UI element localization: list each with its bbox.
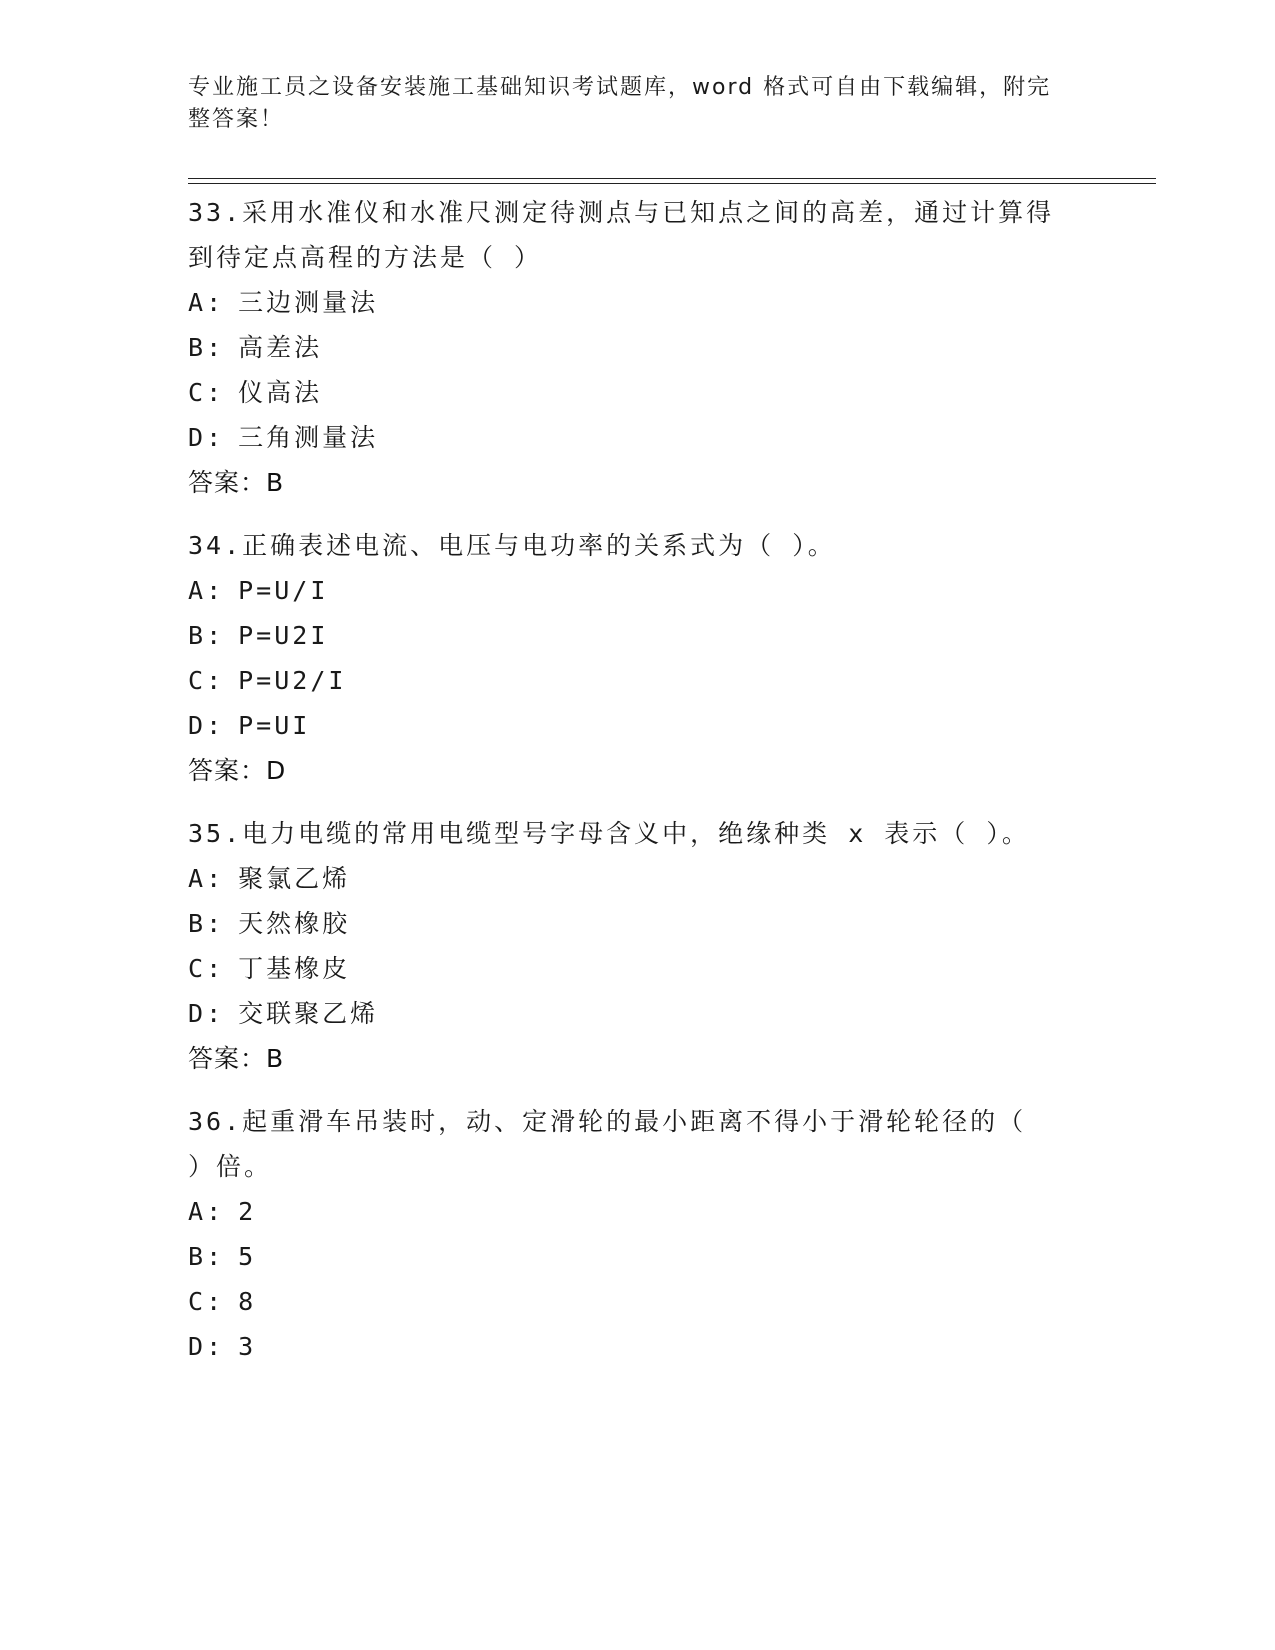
question-block <box>188 811 1088 1081</box>
option-text: 8 <box>238 1287 257 1316</box>
answer-option <box>188 991 1088 1036</box>
option-key: A <box>188 1197 207 1226</box>
option-key: D <box>188 423 207 452</box>
option-text: 5 <box>238 1242 257 1271</box>
question-list <box>188 190 1088 1387</box>
option-separator: : <box>206 423 225 452</box>
question-stem-line: 36.起重滑车吊装时，动、定滑轮的最小距离不得小于滑轮轮径的（ <box>188 1107 1027 1136</box>
option-key: A <box>188 288 207 317</box>
question-stem-line: 到待定点高程的方法是（ ） <box>188 243 543 272</box>
option-text: 丁基橡皮 <box>238 954 351 983</box>
header-divider-top <box>188 178 1156 179</box>
header-line-2: 整答案！ <box>188 107 285 132</box>
option-text: 三边测量法 <box>238 288 379 317</box>
option-key: C <box>188 378 207 407</box>
option-separator: : <box>206 621 225 650</box>
answer-option <box>188 280 1088 325</box>
option-key: D <box>188 711 207 740</box>
option-separator: : <box>206 333 225 362</box>
answer-option <box>188 901 1088 946</box>
question-stem-line: 33.采用水准仪和水准尺测定待测点与已知点之间的高差，通过计算得 <box>188 198 1055 227</box>
option-separator: : <box>206 576 225 605</box>
option-key: A <box>188 576 207 605</box>
option-separator: : <box>206 954 225 983</box>
option-text: 高差法 <box>238 333 323 362</box>
option-text: P=UI <box>238 711 311 740</box>
answer-option <box>188 856 1088 901</box>
option-text: P=U/I <box>238 576 329 605</box>
answer-option <box>188 703 1088 748</box>
option-key: C <box>188 1287 207 1316</box>
answer-option <box>188 1189 1088 1234</box>
answer-option <box>188 568 1088 613</box>
question-block <box>188 1099 1088 1369</box>
answer-option <box>188 370 1088 415</box>
question-stem-line: 35.电力电缆的常用电缆型号字母含义中，绝缘种类 x 表示（ ）。 <box>188 819 1030 848</box>
question-block <box>188 190 1088 505</box>
option-separator: : <box>206 1287 225 1316</box>
option-text: P=U2I <box>238 621 329 650</box>
answer-option <box>188 946 1088 991</box>
option-separator: : <box>206 1332 225 1361</box>
option-text: 聚氯乙烯 <box>238 864 351 893</box>
option-separator: : <box>206 999 225 1028</box>
question-stem-line: ）倍。 <box>188 1152 273 1181</box>
option-text: 仪高法 <box>238 378 323 407</box>
answer-key: 答案：B <box>188 1044 285 1073</box>
option-key: B <box>188 1242 207 1271</box>
option-separator: : <box>206 711 225 740</box>
option-key: B <box>188 621 207 650</box>
option-separator: : <box>206 864 225 893</box>
answer-key: 答案：D <box>188 756 287 785</box>
option-key: C <box>188 666 207 695</box>
option-text: 交联聚乙烯 <box>238 999 379 1028</box>
option-key: D <box>188 999 207 1028</box>
header-divider-bottom <box>188 183 1156 184</box>
answer-key: 答案：B <box>188 468 285 497</box>
answer-option <box>188 325 1088 370</box>
answer-option <box>188 1324 1088 1369</box>
option-separator: : <box>206 1197 225 1226</box>
document-header <box>188 72 1068 136</box>
header-line-1: 专业施工员之设备安装施工基础知识考试题库，word 格式可自由下载编辑，附完 <box>188 75 1052 100</box>
option-text: 2 <box>238 1197 257 1226</box>
option-separator: : <box>206 378 225 407</box>
question-block <box>188 523 1088 793</box>
option-key: B <box>188 333 207 362</box>
option-separator: : <box>206 288 225 317</box>
option-separator: : <box>206 909 225 938</box>
answer-option <box>188 1234 1088 1279</box>
answer-option <box>188 1279 1088 1324</box>
answer-option <box>188 658 1088 703</box>
option-text: 3 <box>238 1332 257 1361</box>
option-key: B <box>188 909 207 938</box>
answer-option <box>188 613 1088 658</box>
option-text: 天然橡胶 <box>238 909 351 938</box>
option-separator: : <box>206 666 225 695</box>
option-text: P=U2/I <box>238 666 347 695</box>
option-text: 三角测量法 <box>238 423 379 452</box>
option-key: D <box>188 1332 207 1361</box>
option-key: C <box>188 954 207 983</box>
answer-option <box>188 415 1088 460</box>
option-key: A <box>188 864 207 893</box>
option-separator: : <box>206 1242 225 1271</box>
question-stem-line: 34.正确表述电流、电压与电功率的关系式为（ ）。 <box>188 531 836 560</box>
